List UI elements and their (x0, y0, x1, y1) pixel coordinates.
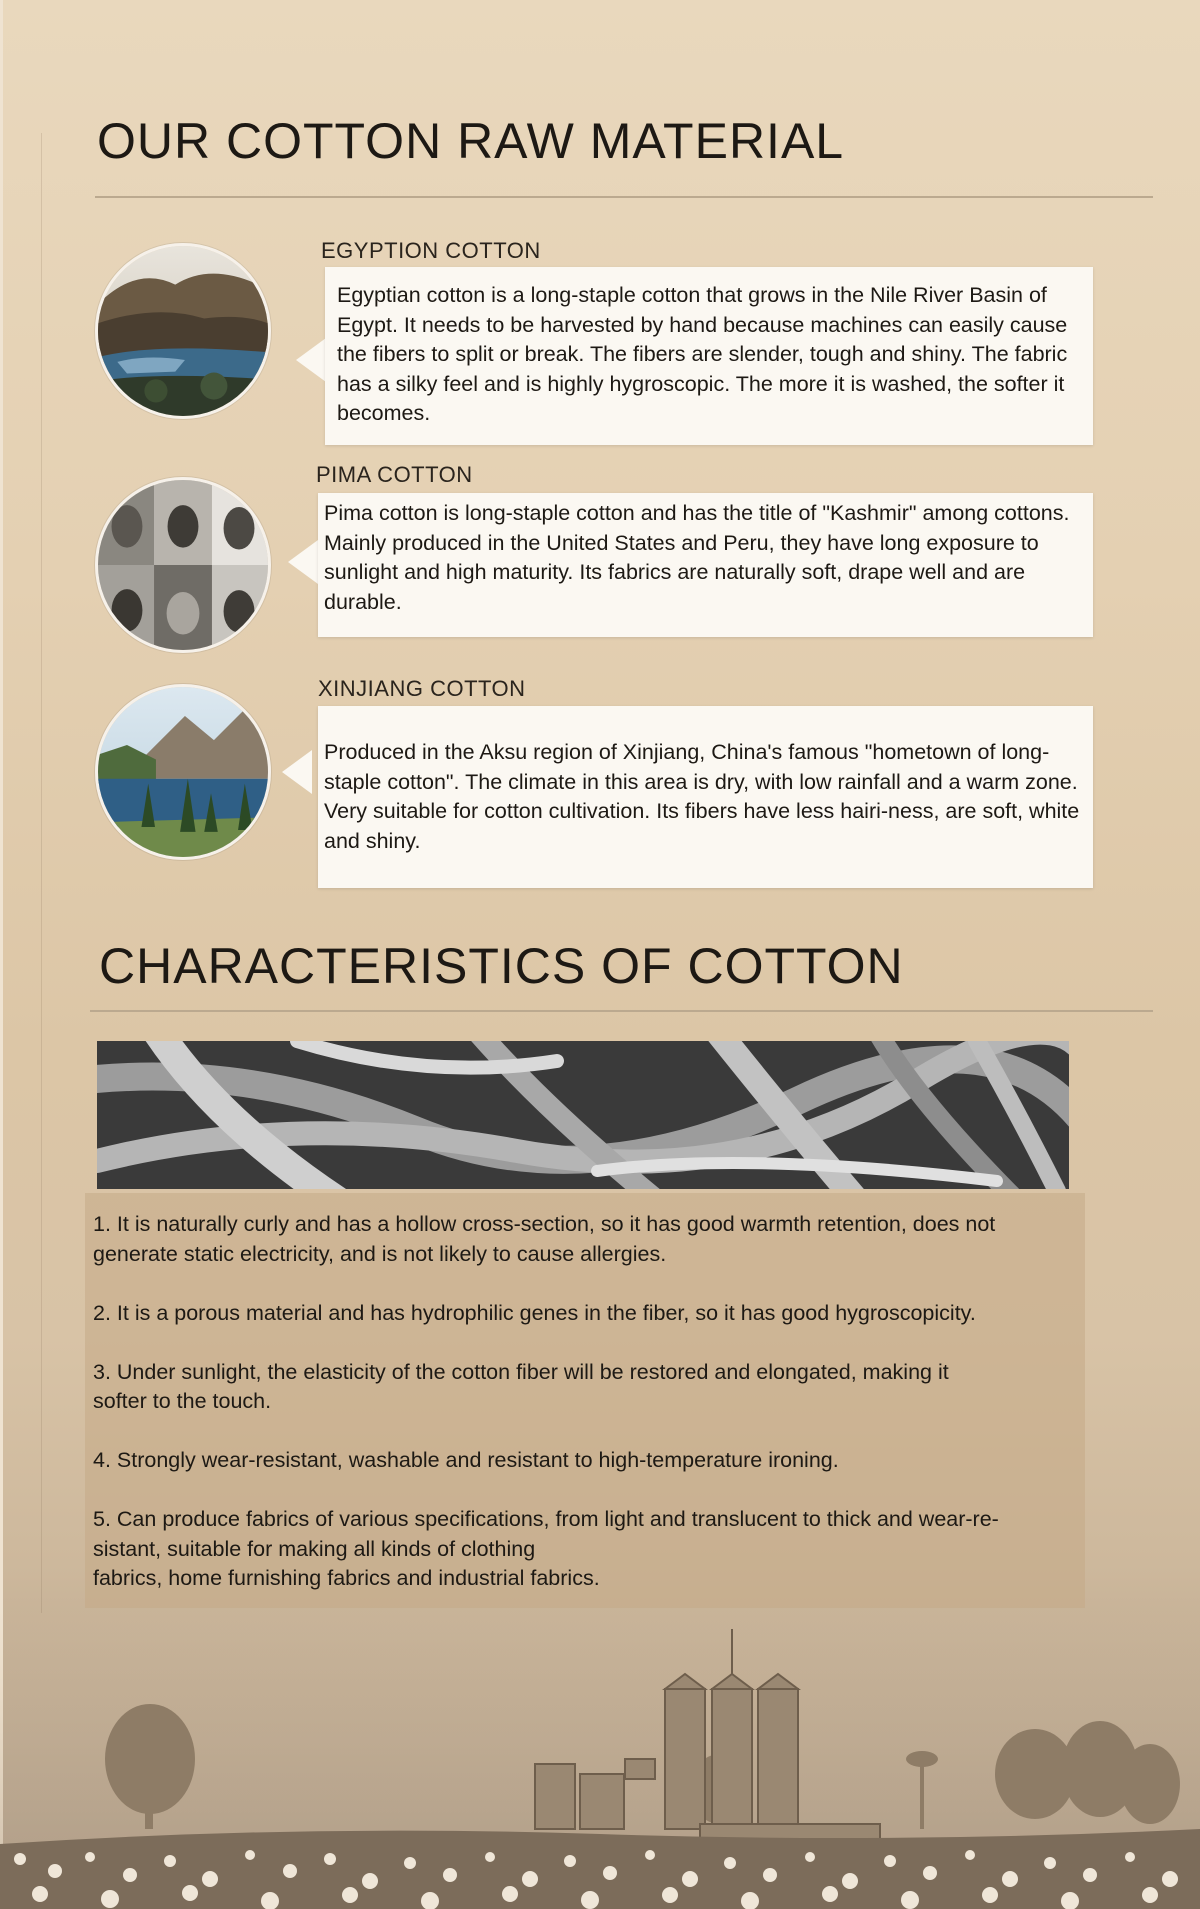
xinjiang-card-pointer (282, 750, 312, 794)
characteristic-item-2: 2. It is a porous material and has hydrophilic genes in the fiber, so it has good hygroscopicity. (93, 1300, 976, 1325)
pima-card-pointer (288, 540, 318, 584)
egyptian-cotton-text: Egyptian cotton is a long-staple cotton that grows in the Nile River Basin of Egypt. It needs to be harvested by hand because machines can easily cause the fibers to split or break. The fibers are slender, tough and shiny. The fabric has a silky feel and is highly hygroscopic. The more it is washed, the softer it becomes. (337, 283, 1068, 425)
characteristic-item-3: 3. Under sunlight, the elasticity of the cotton fiber will be restored and elongated, making it softer to the touch. (93, 1359, 949, 1413)
nile-river-landscape-icon (95, 243, 271, 419)
xinjiang-cotton-card (318, 706, 1093, 888)
xinjiang-cotton-label: XINJIANG COTTON (318, 676, 526, 701)
raw-material-title: OUR COTTON RAW MATERIAL (97, 113, 845, 169)
characteristics-list (93, 1210, 1078, 1623)
pima-cotton-card (318, 493, 1093, 637)
cotton-field-farm-silhouette-icon (0, 1609, 1200, 1909)
egyptian-card-pointer (296, 338, 326, 382)
characteristic-item-4: 4. Strongly wear-resistant, washable and resistant to high-temperature ironing. (93, 1448, 839, 1472)
cotton-fiber-micrograph-icon (97, 1041, 1069, 1189)
egyptian-cotton-label: EGYPTION COTTON (321, 238, 541, 263)
xinjiang-cotton-text: Produced in the Aksu region of Xinjiang, China's famous "hometown of long-staple cotton". The climate in this area is dry, with low rainfall and a warm zone. Very suitable for cotton cultivation. Its fibers have less hairi-ness, are soft, white and shiny. (324, 740, 1080, 853)
portrait-collage-icon (95, 477, 271, 653)
pima-cotton-label: PIMA COTTON (316, 462, 473, 487)
egyptian-cotton-card (325, 267, 1093, 445)
pima-cotton-text: Pima cotton is long-staple cotton and has the title of "Kashmir" among cottons. Mainly produced in the United States and Peru, they have long exposure to sunlight and high maturity. Its fabrics are naturally soft, drape well and are durable. (324, 501, 1070, 614)
characteristic-item-1: 1. It is naturally curly and has a hollow cross-section, so it has good warmth retention, does not generate static electricity, and is not likely to cause allergies. (93, 1212, 996, 1266)
characteristics-divider (90, 1010, 1153, 1012)
characteristic-item-5: 5. Can produce fabrics of various specifications, from light and translucent to thick and wear-re- sistant, suitable for making all kinds of clothing fabrics, home furnishing fabrics and industrial fabrics. (93, 1507, 999, 1590)
mountain-lake-landscape-icon (95, 684, 271, 860)
raw-material-divider (95, 196, 1153, 198)
characteristics-title: CHARACTERISTICS OF COTTON (99, 938, 904, 994)
inner-margin-rule (41, 133, 42, 1613)
